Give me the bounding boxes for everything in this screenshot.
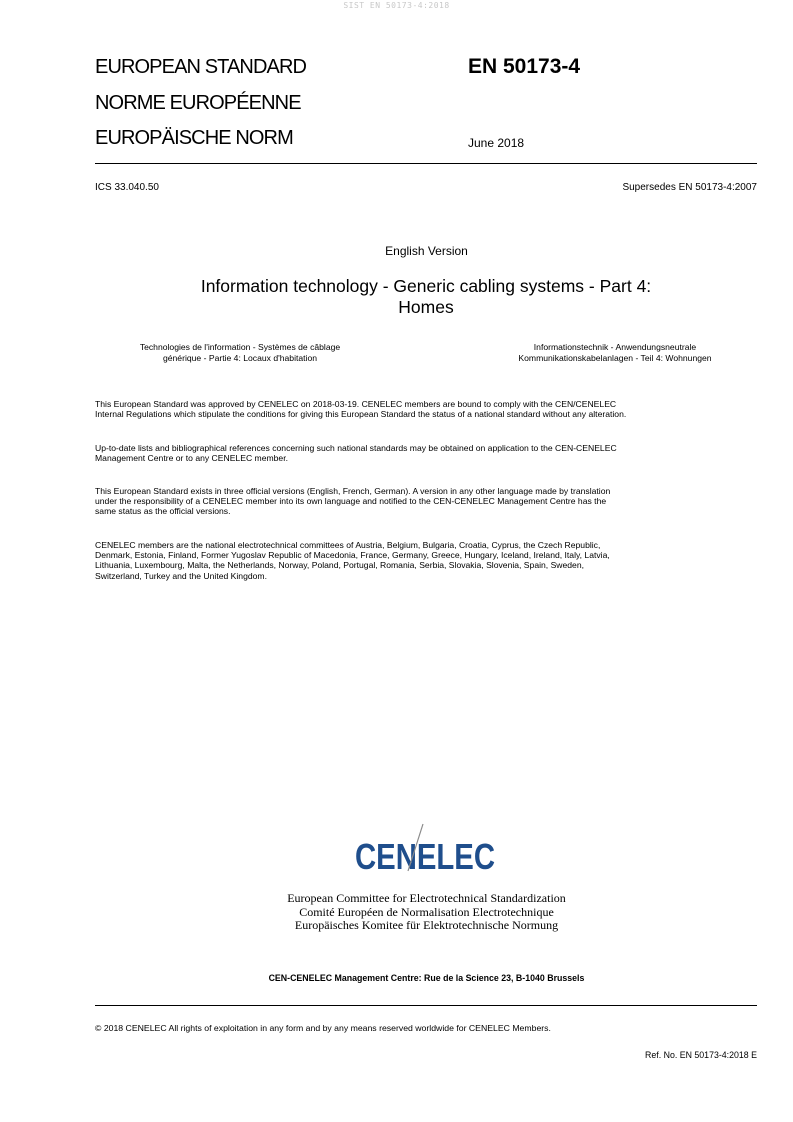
paragraph-line: under the responsibility of a CENELEC member into its own language and notified to the CEN-CENELEC Management Centre has the xyxy=(95,496,607,507)
copyright-notice: © 2018 CENELEC All rights of exploitation in any form and by any means reserved worldwide for CENELEC Members. xyxy=(95,1023,551,1033)
committee-name-german: Europäisches Komitee für Elektrotechnische Normung xyxy=(294,918,559,932)
header-divider xyxy=(95,163,757,164)
german-title-line-2: Kommunikationskabelanlagen - Teil 4: Wohnungen xyxy=(518,353,712,363)
german-title-line-1: Informationstechnik - Anwendungsneutrale xyxy=(533,342,697,352)
language-version: English Version xyxy=(385,244,468,258)
ics-code: ICS 33.040.50 xyxy=(95,182,159,193)
committee-name-french: Comité Européen de Normalisation Electrotechnique xyxy=(299,904,554,919)
committee-names xyxy=(0,892,793,933)
designation-english: EUROPEAN STANDARD xyxy=(95,56,307,78)
paragraph-line: Denmark, Estonia, Finland, Former Yugoslav Republic of Macedonia, France, Germany, Greece, Hungary, Iceland, Ireland, Italy, Latvia, xyxy=(95,550,610,561)
paragraph-line: Lithuania, Luxembourg, Malta, the Netherlands, Norway, Poland, Portugal, Romania, Serbia, Slovakia, Slovenia, Spain, Sweden, xyxy=(95,560,585,571)
supersedes-note: Supersedes EN 50173-4:2007 xyxy=(622,182,757,193)
document-title-line-2: Homes xyxy=(398,297,454,317)
publication-date: June 2018 xyxy=(468,136,525,150)
designation-german: EUROPÄISCHE NORM xyxy=(95,127,293,149)
watermark: SIST EN 50173-4:2018 xyxy=(343,1,450,10)
versions-paragraph xyxy=(95,486,759,517)
german-title xyxy=(480,342,750,364)
footer-divider xyxy=(95,1005,757,1006)
paragraph-line: same status as the official versions. xyxy=(95,506,231,517)
document-title xyxy=(95,276,757,318)
designation-french: NORME EUROPÉENNE xyxy=(95,92,301,114)
reference-number: Ref. No. EN 50173-4:2018 E xyxy=(645,1050,757,1060)
french-title xyxy=(105,342,375,364)
committee-name-english: European Committee for Electrotechnical Standardization xyxy=(287,891,566,905)
approval-paragraph xyxy=(95,399,759,419)
french-title-line-1: Technologies de l'information - Systèmes de câblage xyxy=(139,342,341,352)
paragraph-line: CENELEC members are the national electrotechnical committees of Austria, Belgium, Bulgaria, Croatia, Cyprus, the Czech Republic, xyxy=(95,540,601,550)
management-centre-address: CEN-CENELEC Management Centre: Rue de la Science 23, B-1040 Brussels xyxy=(268,973,585,983)
document-title-line-1: Information technology - Generic cabling systems - Part 4: xyxy=(200,276,652,296)
paragraph-line: Switzerland, Turkey and the United Kingdom. xyxy=(95,570,267,581)
standard-number: EN 50173-4 xyxy=(468,55,581,78)
paragraph-line: Management Centre or to any CENELEC member. xyxy=(95,453,288,464)
paragraph-line: This European Standard was approved by CENELEC on 2018-03-19. CENELEC members are bound to comply with the CEN/CENELEC xyxy=(95,399,617,409)
cenelec-logo-text: CENELEC xyxy=(355,836,495,877)
cenelec-logo xyxy=(330,818,520,878)
references-paragraph xyxy=(95,443,759,463)
paragraph-line: Internal Regulations which stipulate the conditions for giving this European Standard the status of a national standard without any alteration. xyxy=(95,409,627,420)
members-paragraph xyxy=(95,540,759,581)
paragraph-line: Up-to-date lists and bibliographical references concerning such national standards may be obtained on application to the CEN-CENELEC xyxy=(95,443,617,453)
french-title-line-2: générique - Partie 4: Locaux d'habitation xyxy=(162,353,318,363)
paragraph-line: This European Standard exists in three official versions (English, French, German). A version in any other language made by translation xyxy=(95,486,611,496)
